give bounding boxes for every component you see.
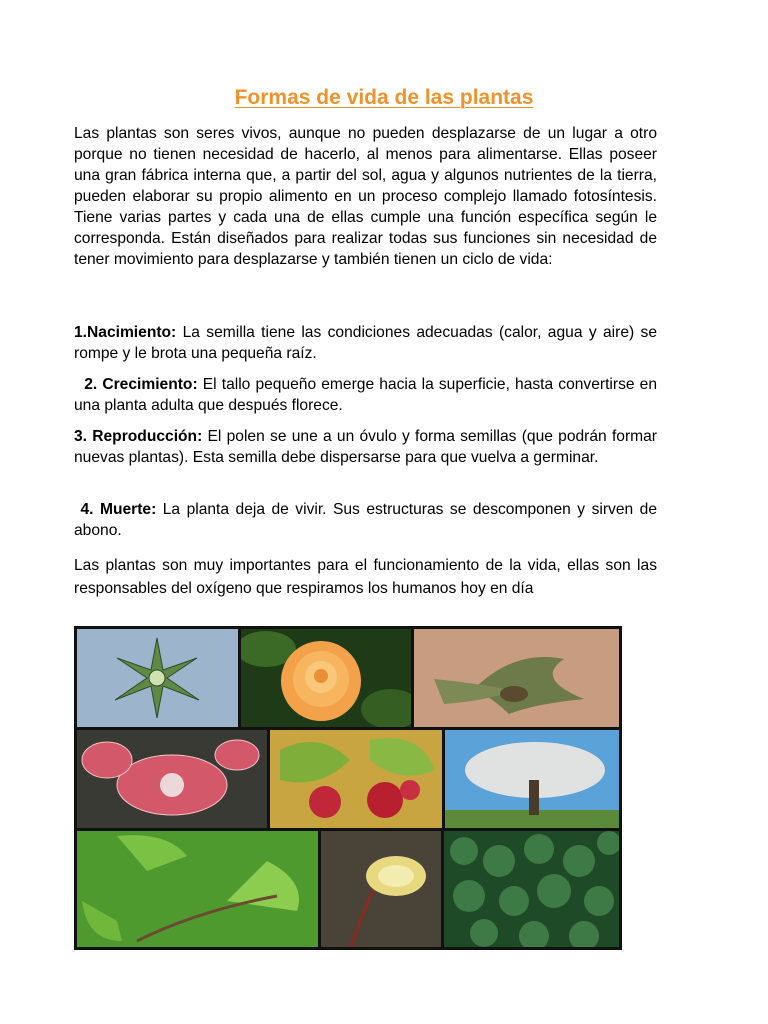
stage-label: 4. Muerte: bbox=[80, 501, 157, 518]
stage-text: El polen se une a un óvulo y forma semillas (que podrán formar nuevas plantas). Esta semilla debe dispersarse para que vuelva a germinar. bbox=[74, 428, 657, 466]
stage-label: 3. Reproducción: bbox=[74, 428, 203, 445]
stage-muerte bbox=[74, 499, 657, 541]
intro-paragraph: Las plantas son seres vivos, aunque no pueden desplazarse de un lugar a otro porque no tienen necesidad de hacerlo, al menos para alimentarse. Ellas poseer una gran fábrica interna que, a partir del sol, agua y algunos nutrientes de la tierra, pueden elaborar su propio alimento en un proceso complejo llamado fotosíntesis. Tiene varias partes y cada una de ellas cumple una función específica según le corresponda. Están diseñados para realizar todas sus funciones sin necesidad de tener movimiento para desplazarse y también tienen un ciclo de vida: bbox=[74, 125, 657, 268]
ginkgo-image bbox=[77, 831, 318, 947]
desert-plant-image bbox=[414, 629, 619, 727]
stage-text: La planta deja de vivir. Sus estructuras se descomponen y sirven de abono. bbox=[74, 501, 657, 539]
page-title: Formas de vida de las plantas bbox=[234, 86, 534, 109]
outro-paragraph: Las plantas son muy importantes para el funcionamiento de la vida, ellas son las responsables del oxígeno que respiramos los humanos hoy en día bbox=[74, 557, 657, 597]
sundew-image bbox=[77, 730, 267, 828]
catkin-image bbox=[321, 831, 441, 947]
stage-nacimiento bbox=[74, 322, 657, 364]
stage-crecimiento bbox=[74, 374, 657, 416]
raspberry-image bbox=[270, 730, 442, 828]
algae-image bbox=[77, 629, 238, 727]
stage-label: 1.Nacimiento: bbox=[74, 324, 177, 341]
tree-image bbox=[445, 730, 619, 828]
stage-text: La semilla tiene las condiciones adecuadas (calor, agua y aire) se rompe y le brota una pequeña raíz. bbox=[74, 324, 657, 362]
stage-reproduccion bbox=[74, 426, 657, 468]
stage-label: 2. Crecimiento: bbox=[84, 376, 198, 393]
rose-image bbox=[241, 629, 411, 727]
stage-text: El tallo pequeño emerge hacia la superficie, hasta convertirse en una planta adulta que después florece. bbox=[74, 376, 658, 414]
groundcover-image bbox=[444, 831, 619, 947]
plant-photo-collage bbox=[74, 626, 622, 950]
